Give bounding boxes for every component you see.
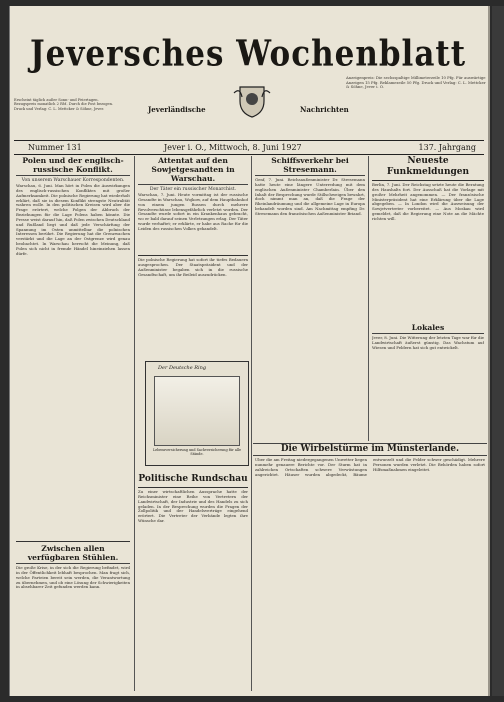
article-headline: Zwischen allen verfügbaren Stühlen. <box>16 544 130 564</box>
article-byline: Von unserem Warschauer Korrespondenten. <box>21 178 125 183</box>
article-body: Zu einer wirtschaftlichen Aussprache hatte der Reichsminister eine Reihe von Vertretern der Landwirtschaft, der Industrie und des Handels zu sich geladen. In der Besprechung wurden die Fragen der Zollpolitik und der Handelsverträge eingehend erörtert. Die Vertreter der Verbände legten ihre Wünsche dar. <box>138 490 248 524</box>
issue-number: Nummer 131 <box>28 143 82 152</box>
article-body: Die große Krise, in der sich die Regierung befindet, wird in der Öffentlichkeit lebhaft besprochen. Man fragt sich, welche Parteien bereit sein werden, die Verantwortung zu übernehmen, und ob eine Lösung der Schwierigkeiten in absehbarer Zeit gefunden werden kann. <box>16 566 130 590</box>
column-3 <box>255 156 365 438</box>
article-headline: Lokales <box>372 323 484 334</box>
article-body: Über die am Freitag niedergegangenen Unwetter liegen nunmehr genauere Berichte vor. Der Sturm hat in zahlreichen Ortschaften schwere Verwüstungen angerichtet. Häuser wurden abgedeckt, Bäume entwurzelt und die Felder schwer geschädigt. Mehrere Personen wurden verletzt. Die Behörden haben sofort Hilfsmaßnahmen eingeleitet. <box>255 458 485 477</box>
column-rule <box>368 156 369 441</box>
article-body: Warschau, 6. Juni. Man hört in Polen die Auswirkungen des englisch-russischen Konfliktes mit großer Aufmerksamkeit. Die polnische Regierung hat wiederholt erklärt, daß sie in diesem Konflikt strengste Neutralität wahren wolle. In den politischen Kreisen wird aber die Frage erörtert, welche Folgen der Abbruch der Beziehungen für die Lage Polens haben könnte. Die Presse weist darauf hin, daß Polen zwischen Deutschland und Rußland liegt und daß jede Verschärfung der Spannung im Osten unmittelbar die polnischen Interessen berührt. Die Regierung hat die Grenzwachen verstärkt und die Lage an der Ostgrenze wird genau beobachtet. In Warschau herrscht die Meinung, daß Polen sich nicht in fremde Händel hineinziehen lassen dürfe. <box>16 184 130 256</box>
newspaper-page <box>10 6 488 696</box>
masthead-title: Jeversches Wochenblatt <box>29 33 467 75</box>
wide-article <box>255 458 485 690</box>
column-rule <box>134 156 135 691</box>
divider <box>372 180 484 181</box>
divider <box>16 541 130 542</box>
article-headline: Attentat auf den Sowjetgesandten in Warschau. <box>138 156 248 185</box>
article-body: Genf, 7. Juni. Reichsaußenminister Dr. Stresemann hatte heute eine längere Unterredung mit dem englischen Außenminister Chamberlain. Über den Inhalt der Besprechung wurde Stillschweigen bewahrt, doch nimmt man an, daß die Frage der Rheinlandräumung und die allgemeine Lage in Europa behandelt worden sind. Am Nachmittag empfing Dr. Stresemann den französischen Außenminister Briand. <box>255 178 365 216</box>
scan-edge <box>492 6 504 696</box>
masthead-left-note: Erscheint täglich außer Sonn- und Feiertagen. Bezugspreis monatlich 2 RM. Durch die Post bezogen. Druck und Verlag: C. L. Mettcker & Söhne, Jever. <box>14 98 114 111</box>
column-1 <box>16 156 130 691</box>
ad-caption: Lebensversicherung und Sachversicherung für alle Stände. <box>152 448 242 456</box>
article-body: Die polnische Regierung hat sofort ihr tiefes Bedauern ausgesprochen. Der Staatspräsident und der Außenminister begaben sich in die russische Gesandtschaft, um ihr Beileid auszudrücken. <box>138 258 248 277</box>
article-headline: Schiffsverkehr bei Stresemann. <box>255 156 365 176</box>
article-headline-wide: Die Wirbelstürme im Münsterlande. <box>253 443 487 456</box>
article-headline: Polen und der englisch-russische Konflikt. <box>16 156 130 176</box>
section-headline: Politische Rundschau <box>138 474 248 484</box>
subtitle-right: Nachrichten <box>300 105 349 114</box>
article-body: Berlin, 7. Juni. Der Reichstag setzte heute die Beratung des Haushalts fort. Der Ausschuß hat die Vorlage mit großer Mehrheit angenommen. — Der französische Ministerpräsident hat eine Erklärung über die Lage abgegeben. — In London wird die Ausweisung der Sowjetvertreter vorbereitet. — Aus Moskau wird gemeldet, daß die Regierung eine Note an die Mächte richten will. <box>372 183 484 221</box>
column-rule <box>251 156 252 691</box>
ad-illustration <box>154 376 240 446</box>
article-subheadline: Der Täter ein russischer Monarchist. <box>149 187 237 192</box>
column-2-lower <box>138 474 248 689</box>
subtitle-left: Jeverländische <box>148 105 206 114</box>
column-2 <box>138 156 248 356</box>
article-body: Warschau, 7. Juni. Heute vormittag ist der russische Gesandte in Warschau, Wojkow, auf dem Hauptbahnhof von einem jungen Russen durch mehrere Revolverschüsse lebensgefährlich verletzt worden. Der Gesandte wurde sofort in ein Krankenhaus gebracht, wo er bald darauf seinen Verletzungen erlag. Der Täter wurde verhaftet; er erklärte, er habe aus Rache für die Leiden des russischen Volkes gehandelt. <box>138 193 248 231</box>
advertisement <box>145 361 249 466</box>
issue-date: Jever i. O., Mittwoch, 8. Juni 1927 <box>164 143 302 152</box>
volume-number: 137. Jahrgang <box>418 143 476 152</box>
article-body: Jever, 8. Juni. Die Witterung der letzten Tage war für die Landwirtschaft äußerst günstig. Das Wachstum auf Wiesen und Feldern hat sich gut entwickelt. <box>372 336 484 350</box>
section-headline: Neueste Funkmeldungen <box>386 156 470 177</box>
divider <box>138 487 248 488</box>
ad-title: Der Deutsche Ring <box>158 365 207 371</box>
date-bar <box>14 140 484 155</box>
coat-of-arms-icon <box>232 83 272 119</box>
divider <box>138 255 248 256</box>
column-4 <box>372 156 484 438</box>
masthead-right-note: Anzeigenpreis: Die sechsspaltige Millimeterzeile 10 Pfg. Für auswärtige Anzeigen 15 Pfg. Reklamezeile 50 Pfg. Druck und Verlag: C. L. Mettcker & Söhne, Jever i. O. <box>346 76 486 90</box>
